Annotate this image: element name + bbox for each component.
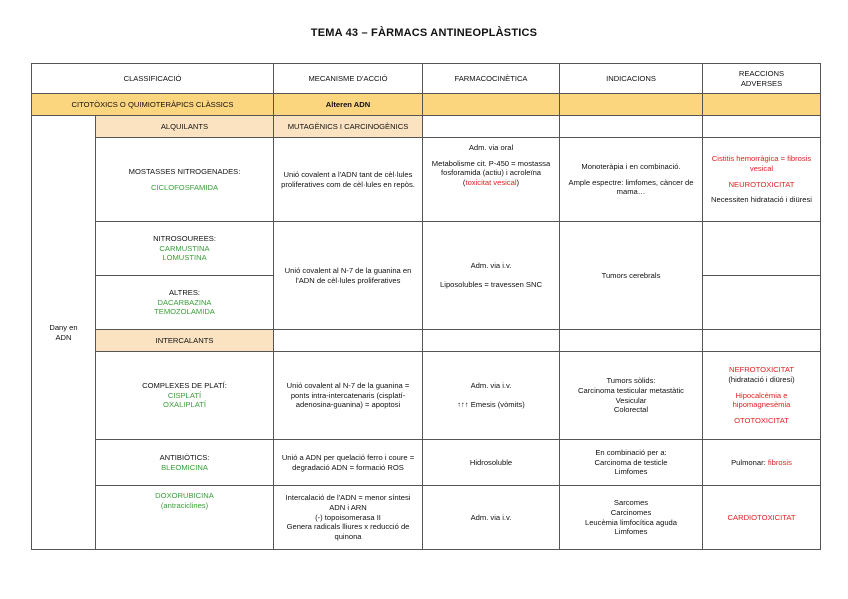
intercalants-empty-2	[423, 330, 560, 352]
doxorubicina-ind-line1: Sarcomes	[613, 498, 649, 508]
nitrosourees-name: NITROSOUREES:	[153, 233, 216, 243]
complexes-ind-line2: Carcinoma testicular metastàtic	[578, 385, 684, 395]
intercalants-label: INTERCALANTS	[96, 330, 274, 352]
nitrosourees-drug1: CARMUSTINA	[159, 243, 210, 253]
doxorubicina-ind-line3: Leucèmia limfocítica aguda	[584, 517, 678, 527]
complexes-row	[32, 352, 821, 440]
header-reaccions	[703, 64, 821, 94]
section-label: CITOTÒXICS O QUIMIOTERÀPICS CLÀSSICS	[32, 94, 274, 116]
complexes-indicacions	[560, 352, 703, 440]
complexes-adv-line2: (hidratació i diüresi)	[728, 374, 795, 384]
altres-drug2: TEMOZOLAMIDA	[154, 307, 215, 317]
mostasses-indicacions	[560, 138, 703, 222]
complexes-farm-line2: ↑↑↑ Emesis (vòmits)	[457, 400, 525, 409]
intercalants-empty-1	[274, 330, 423, 352]
doxorubicina-ind-line2: Carcinomes	[610, 507, 652, 517]
doxorubicina-classificacio	[96, 486, 274, 550]
complexes-ind-line3: Vesicular	[615, 395, 647, 405]
mostasses-adv-red2: NEUROTOXICITAT	[728, 179, 795, 189]
complexes-drug1: CISPLATÍ	[167, 390, 202, 400]
group-label-line2: ADN	[55, 332, 72, 342]
antibiotics-indicacions	[560, 440, 703, 486]
mostasses-row	[32, 138, 821, 222]
alquilants-empty-3	[703, 116, 821, 138]
mostasses-adv-red1: Cistitis hemorràgica = fibrosis vesical	[711, 154, 812, 173]
intercalants-empty-4	[703, 330, 821, 352]
header-classificacio: CLASSIFICACIÓ	[32, 64, 274, 94]
nitrosourees-drug2: LOMUSTINA	[162, 253, 207, 263]
antibiotics-classificacio	[96, 440, 274, 486]
antibiotics-ind-line1: En combinació per a:	[595, 447, 667, 457]
mostasses-farm-end: )	[516, 178, 520, 188]
mostasses-ind-line1: Monoteràpia i en combinació.	[581, 161, 681, 171]
section-empty-2	[560, 94, 703, 116]
doxorubicina-indicacions	[560, 486, 703, 550]
doxorubicina-mec-line2: (-) topoisomerasa II	[315, 512, 381, 522]
complexes-adv-red1: NEFROTOXICITAT	[729, 365, 794, 375]
section-row	[32, 94, 821, 116]
header-indicacions: INDICACIONS	[560, 64, 703, 94]
antibiotics-ind-line3: Limfomes	[614, 467, 648, 477]
antibiotics-drug: BLEOMICINA	[161, 462, 208, 472]
nitrosourees-farmacocinetica	[423, 222, 560, 330]
mostasses-name: MOSTASSES NITROGENADES:	[128, 166, 241, 176]
mostasses-adv-line3: Necessiten hidratació i diüresi	[711, 195, 812, 205]
mostasses-farmacocinetica	[423, 138, 560, 222]
section-empty-3	[703, 94, 821, 116]
alquilants-empty-2	[560, 116, 703, 138]
doxorubicina-family: (antraciclines)	[160, 500, 209, 510]
mostasses-farm-red: toxicitat vesical	[465, 178, 517, 188]
doxorubicina-ind-line4: Limfomes	[614, 527, 648, 537]
nitrosourees-mecanisme: Unió covalent al N-7 de la guanina en l'ADN de cèl·lules proliferatives	[274, 222, 423, 330]
mostasses-mecanisme: Unió covalent a l'ADN tant de cèl·lules proliferatives com de cèl·lules en repòs.	[274, 138, 423, 222]
altres-drug1: DACARBAZINA	[157, 297, 212, 307]
group-label	[32, 116, 96, 550]
section-empty-1	[423, 94, 560, 116]
doxorubicina-reaccions: CARDIOTOXICITAT	[703, 486, 821, 550]
complexes-farmacocinetica	[423, 352, 560, 440]
alquilants-empty-1	[423, 116, 560, 138]
complexes-reaccions	[703, 352, 821, 440]
doxorubicina-mec-line1: Intercalació de l'ADN = menor síntesi ADN i ARN	[285, 493, 411, 512]
complexes-ind-line4: Colorectal	[613, 405, 649, 415]
complexes-ind-line1: Tumors sòlids:	[606, 376, 656, 386]
complexes-adv-red4: OTOTOXICITAT	[734, 416, 789, 426]
doxorubicina-row	[32, 486, 821, 550]
doxorubicina-mec-line3: Genera radicals lliures x reducció de quinona	[286, 522, 410, 542]
alquilants-row	[32, 116, 821, 138]
alquilants-label: ALQUILANTS	[96, 116, 274, 138]
antibiotics-adv-red: fibrosis	[767, 457, 792, 467]
mostasses-farm-line2: Metabolisme cit. P-450 = mostassa fosforamida (actiu) i acroleïna (	[431, 158, 551, 188]
header-mecanisme: MECANISME D'ACCIÓ	[274, 64, 423, 94]
complexes-adv-red3: Hipocalcèmia e hipomagnesèmia	[732, 390, 791, 410]
mostasses-reaccions	[703, 138, 821, 222]
section-mecanisme: Alteren ADN	[274, 94, 423, 116]
mostasses-classificacio	[96, 138, 274, 222]
header-reaccions-line1: REACCIONS	[738, 68, 785, 78]
group-label-line1: Dany en	[49, 322, 78, 332]
antibiotics-name: ANTIBIÒTICS:	[159, 452, 210, 462]
header-reaccions-line2: ADVERSES	[740, 78, 783, 88]
nitrosourees-classificacio	[96, 222, 274, 276]
complexes-farm-line1: Adm. via i.v.	[470, 381, 512, 391]
doxorubicina-mecanisme	[274, 486, 423, 550]
intercalants-empty-3	[560, 330, 703, 352]
intercalants-row	[32, 330, 821, 352]
antibiotics-ind-line2: Carcinoma de testicle	[594, 457, 668, 467]
antibiotics-reaccions	[703, 440, 821, 486]
nitrosourees-indicacions: Tumors cerebrals	[560, 222, 703, 330]
antibiotics-mecanisme: Unió a ADN per quelació ferro i coure = degradació ADN = formació ROS	[274, 440, 423, 486]
complexes-mecanisme: Unió covalent al N-7 de la guanina = ponts intra-intercatenaris (cisplatí-adenosina-guanina) = apoptosi	[274, 352, 423, 440]
drug-table	[31, 63, 821, 550]
mostasses-farm-line1: Adm. via oral	[468, 143, 514, 152]
antibiotics-adv-prefix: Pulmonar:	[731, 457, 768, 467]
header-farmacocinetica: FARMACOCINÈTICA	[423, 64, 560, 94]
mostasses-ind-line2: Ample espectre: limfomes, càncer de mama…	[568, 177, 694, 197]
altres-classificacio	[96, 276, 274, 330]
complexes-classificacio	[96, 352, 274, 440]
mostasses-drug: CICLOFOSFAMIDA	[150, 182, 219, 192]
nitrosourees-farm-line2: Liposolubles = travessen SNC	[440, 280, 542, 289]
complexes-drug2: OXALIPLATÍ	[163, 400, 206, 410]
complexes-name: COMPLEXES DE PLATÍ:	[142, 380, 227, 390]
antibiotics-farmacocinetica: Hidrosoluble	[423, 440, 560, 486]
page-title: TEMA 43 – FÀRMACS ANTINEOPLÀSTICS	[310, 27, 538, 39]
doxorubicina-farmacocinetica: Adm. via i.v.	[423, 486, 560, 550]
nitrosourees-reaccions	[703, 222, 821, 276]
header-row	[32, 64, 821, 94]
antibiotics-row	[32, 440, 821, 486]
nitrosourees-farm-line1: Adm. via i.v.	[470, 261, 512, 271]
doxorubicina-drug: DOXORUBICINA	[155, 491, 214, 500]
alquilants-mecanisme: MUTAGÈNICS I CARCINOGÈNICS	[274, 116, 423, 138]
altres-name: ALTRES:	[168, 287, 201, 297]
nitrosourees-row	[32, 222, 821, 276]
altres-reaccions	[703, 276, 821, 330]
